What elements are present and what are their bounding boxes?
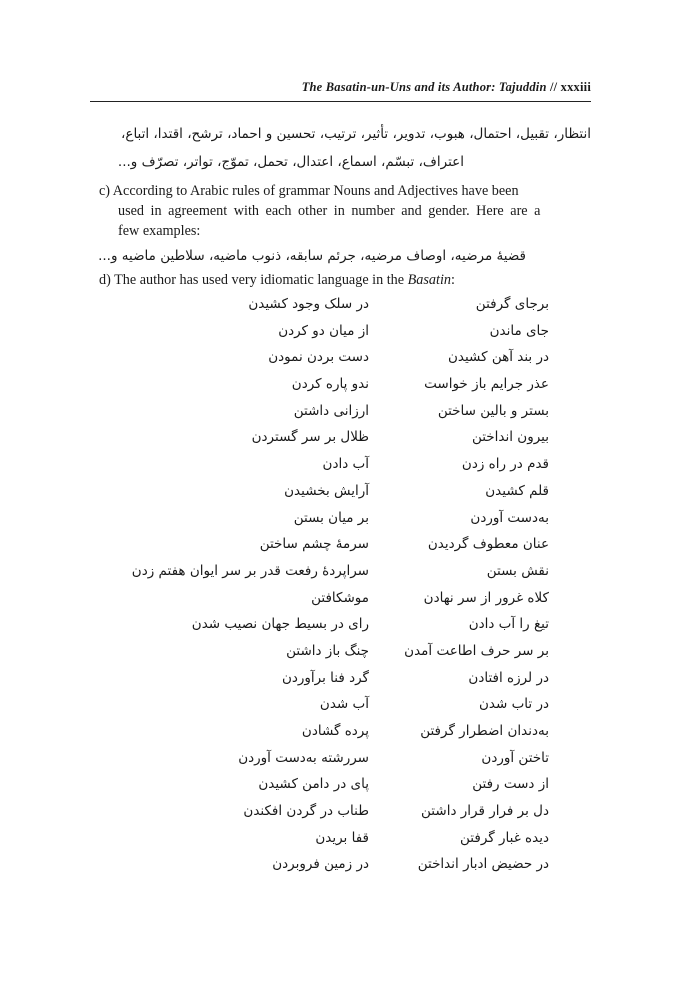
idiom-row — [0, 345, 681, 372]
running-title: The Basatin-un-Uns and its Author: Tajuddin — [301, 80, 547, 94]
idiom-row — [0, 772, 681, 799]
idiom-left: قفا بریدن — [315, 829, 369, 846]
idiom-right: بر سر حرف اطاعت آمدن — [404, 642, 549, 659]
idiom-right: به‌دندان اضطرار گرفتن — [420, 723, 549, 739]
idiom-left: از میان دو کردن — [278, 322, 369, 339]
idiom-left: در سلک وجود کشیدن — [248, 296, 369, 312]
idiom-left: سررشته به‌دست آوردن — [238, 749, 369, 766]
idiom-right: در بند آهن کشیدن — [447, 349, 549, 366]
idiom-right: عنان معطوف گردیدن — [427, 536, 549, 553]
idiom-left: موشکافتن — [311, 589, 369, 606]
idiom-row — [0, 479, 681, 506]
item-c-paragraph — [99, 181, 591, 241]
item-d-text: d) The author has used very idiomatic language in the — [99, 272, 408, 288]
idiom-row — [0, 666, 681, 693]
idiom-row — [0, 692, 681, 719]
idiom-right: نقش بستن — [486, 562, 549, 579]
idiom-left: سراپردهٔ رفعت قدر بر سر ایوان هفتم زدن — [131, 562, 369, 579]
idiom-left: سرمهٔ چشم ساختن — [259, 536, 369, 553]
idiom-right: در تاب شدن — [478, 696, 549, 713]
idiom-row — [0, 425, 681, 452]
header-separator: // — [549, 80, 558, 94]
idiom-row — [0, 719, 681, 746]
idiom-row — [0, 532, 681, 559]
idiom-right: کلاه غرور از سر نهادن — [423, 589, 549, 606]
idiom-row — [0, 852, 681, 879]
idiom-right: از دست رفتن — [472, 776, 549, 793]
idiom-left: دست بردن نمودن — [268, 349, 369, 366]
idiom-right: دیده غبار گرفتن — [460, 829, 549, 846]
item-c-line-2: used in agreement with each other in number and gender. Here are a — [118, 203, 541, 219]
idiom-right: به‌دست آوردن — [470, 509, 549, 526]
idiom-row — [0, 399, 681, 426]
idiom-left: آرایش بخشیدن — [284, 482, 369, 499]
idiom-right: قدم در راه زدن — [461, 456, 549, 473]
idiom-left: گرد فنا برآوردن — [281, 669, 369, 686]
idiom-row — [0, 799, 681, 826]
running-header — [302, 80, 591, 95]
item-d-paragraph — [99, 270, 455, 290]
idiom-left: در زمین فروبردن — [272, 856, 369, 873]
persian-word-list-line-2: اعتراف، تبسّم، اسماع، اعتدال، تحمل، تموّج، تواتر، تصرّف و... — [117, 154, 464, 170]
page-number: xxxiii — [560, 80, 591, 94]
idiom-row — [0, 559, 681, 586]
idiom-right: عذر جرایم باز خواست — [424, 376, 549, 393]
item-d-tail: : — [450, 272, 455, 288]
idiom-right: تیغ را آب دادن — [468, 616, 549, 633]
idiom-right: قلم کشیدن — [485, 482, 549, 499]
idiom-row — [0, 586, 681, 613]
idiom-right: برجای گرفتن — [475, 296, 549, 312]
idiom-row — [0, 746, 681, 773]
idiom-left: چنگ باز داشتن — [286, 642, 369, 659]
idiom-row — [0, 452, 681, 479]
idiom-right: در حضیض ادبار انداختن — [417, 856, 549, 873]
idiom-left: ارزانی داشتن — [293, 402, 369, 419]
idiom-left: پای در دامن کشیدن — [258, 776, 369, 793]
idiom-left: ظلال بر سر گستردن — [251, 429, 369, 446]
idiom-left: بر میان بستن — [293, 509, 369, 526]
idiom-left: طناب در گردن افکندن — [243, 803, 369, 820]
idiom-left: آب دادن — [322, 456, 369, 473]
persian-word-list-line-1: انتظار، تقبیل، احتمال، هبوب، تدویر، تأثیر، ترتیب، تحسین و احماد، ترشح، اقتدا، اتباع، — [121, 126, 591, 142]
item-d-italic-title: Basatin — [407, 272, 451, 288]
idiom-right: بستر و بالین ساختن — [437, 402, 549, 419]
idiom-left: ندو پاره کردن — [291, 376, 369, 393]
idiom-row — [0, 639, 681, 666]
idiom-row — [0, 612, 681, 639]
idiom-row — [0, 319, 681, 346]
idiom-left: رای در بسیط جهان نصیب شدن — [191, 616, 369, 633]
arabic-agreement-examples: قضیهٔ مرضیه، اوصاف مرضیه، جرئم سابقه، ذنوب ماضیه، سلاطین ماضیه و... — [98, 248, 526, 264]
idiom-row — [0, 826, 681, 853]
idiom-list — [0, 292, 681, 879]
idiom-right: تاختن آوردن — [481, 749, 549, 766]
idiom-right: جای ماندن — [489, 322, 549, 339]
idiom-right: دل بر فرار قرار داشتن — [421, 803, 549, 820]
item-c-line-1: c) According to Arabic rules of grammar Nouns and Adjectives have been — [99, 183, 519, 199]
item-c-line-3: few examples: — [118, 223, 201, 239]
idiom-row — [0, 372, 681, 399]
idiom-right: بیرون انداختن — [471, 429, 549, 446]
idiom-row — [0, 292, 681, 319]
idiom-left: پرده گشادن — [301, 723, 369, 739]
idiom-left: آب شدن — [319, 696, 369, 713]
idiom-row — [0, 506, 681, 533]
idiom-right: در لرزه افتادن — [468, 669, 549, 686]
header-rule — [90, 101, 591, 102]
